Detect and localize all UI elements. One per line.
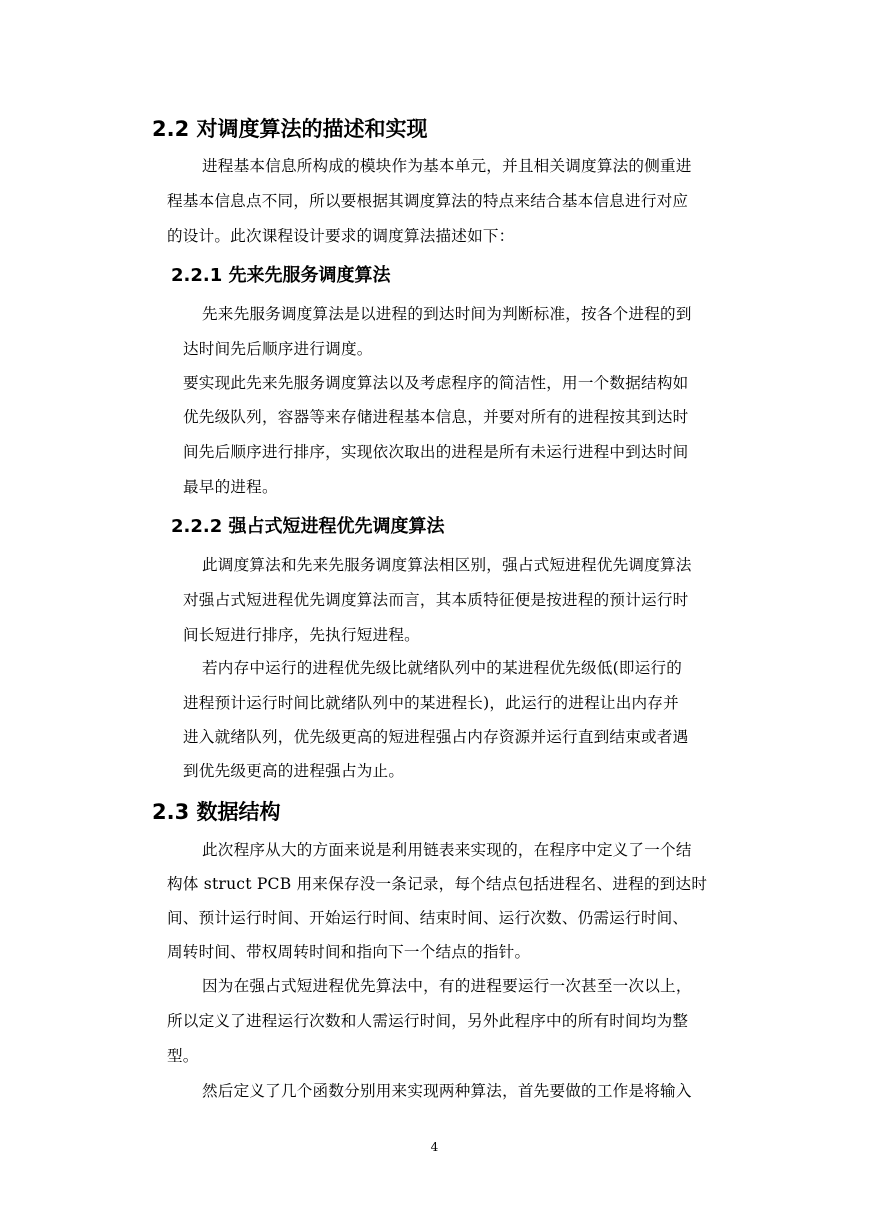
paragraph-line: 型。 bbox=[167, 1047, 199, 1065]
paragraph-line: 若内存中运行的进程优先级比就绪队列中的某进程优先级低(即运行的 bbox=[202, 659, 683, 677]
paragraph-line: 要实现此先来先服务调度算法以及考虑程序的简洁性，用一个数据结构如 bbox=[183, 374, 689, 392]
paragraph-line: 所以定义了进程运行次数和人需运行时间，另外此程序中的所有时间均为整 bbox=[167, 1012, 689, 1030]
paragraph-line: 先来先服务调度算法是以进程的到达时间为判断标准，按各个进程的到 bbox=[202, 305, 692, 323]
paragraph-line: 优先级队列，容器等来存储进程基本信息，并要对所有的进程按其到达时 bbox=[183, 408, 689, 426]
paragraph-line: 间先后顺序进行排序，实现依次取出的进程是所有未运行进程中到达时间 bbox=[183, 443, 689, 461]
paragraph-line: 进入就绪队列，优先级更高的短进程强占内存资源并运行直到结束或者遇 bbox=[183, 728, 689, 746]
paragraph-line: 对强占式短进程优先调度算法而言，其本质特征便是按进程的预计运行时 bbox=[183, 591, 689, 609]
paragraph-line: 周转时间、带权周转时间和指向下一个结点的指针。 bbox=[167, 943, 531, 961]
paragraph-line: 间、预计运行时间、开始运行时间、结束时间、运行次数、仍需运行时间、 bbox=[167, 909, 689, 927]
paragraph-line: 因为在强占式短进程优先算法中，有的进程要运行一次甚至一次以上， bbox=[202, 977, 692, 995]
paragraph-line: 到优先级更高的进程强占为止。 bbox=[183, 762, 405, 780]
paragraph-line: 构体 struct PCB 用来保存没一条记录，每个结点包括进程名、进程的到达时 bbox=[167, 875, 708, 893]
page-number: 4 bbox=[430, 1140, 439, 1154]
section-2-3-heading: 2.3 数据结构 bbox=[152, 800, 281, 824]
paragraph-line: 达时间先后顺序进行调度。 bbox=[183, 340, 373, 358]
paragraph-line: 此调度算法和先来先服务调度算法相区别，强占式短进程优先调度算法 bbox=[202, 556, 692, 574]
section-2-2-heading: 2.2 对调度算法的描述和实现 bbox=[152, 117, 428, 141]
paragraph-line: 进程预计运行时间比就绪队列中的某进程长)，此运行的进程让出内存并 bbox=[183, 694, 679, 712]
section-2-2-2-heading: 2.2.2 强占式短进程优先调度算法 bbox=[171, 516, 445, 537]
paragraph-line: 然后定义了几个函数分别用来实现两种算法，首先要做的工作是将输入 bbox=[202, 1082, 692, 1100]
paragraph-line: 此次程序从大的方面来说是利用链表来实现的，在程序中定义了一个结 bbox=[202, 841, 692, 859]
paragraph-line: 最早的进程。 bbox=[183, 478, 278, 496]
paragraph-line: 间长短进行排序，先执行短进程。 bbox=[183, 626, 420, 644]
paragraph-line: 进程基本信息所构成的模块作为基本单元，并且相关调度算法的侧重进 bbox=[202, 157, 692, 175]
section-2-2-1-heading: 2.2.1 先来先服务调度算法 bbox=[171, 265, 391, 286]
paragraph-line: 的设计。此次课程设计要求的调度算法描述如下： bbox=[167, 227, 515, 245]
paragraph-line: 程基本信息点不同，所以要根据其调度算法的特点来结合基本信息进行对应 bbox=[167, 192, 689, 210]
